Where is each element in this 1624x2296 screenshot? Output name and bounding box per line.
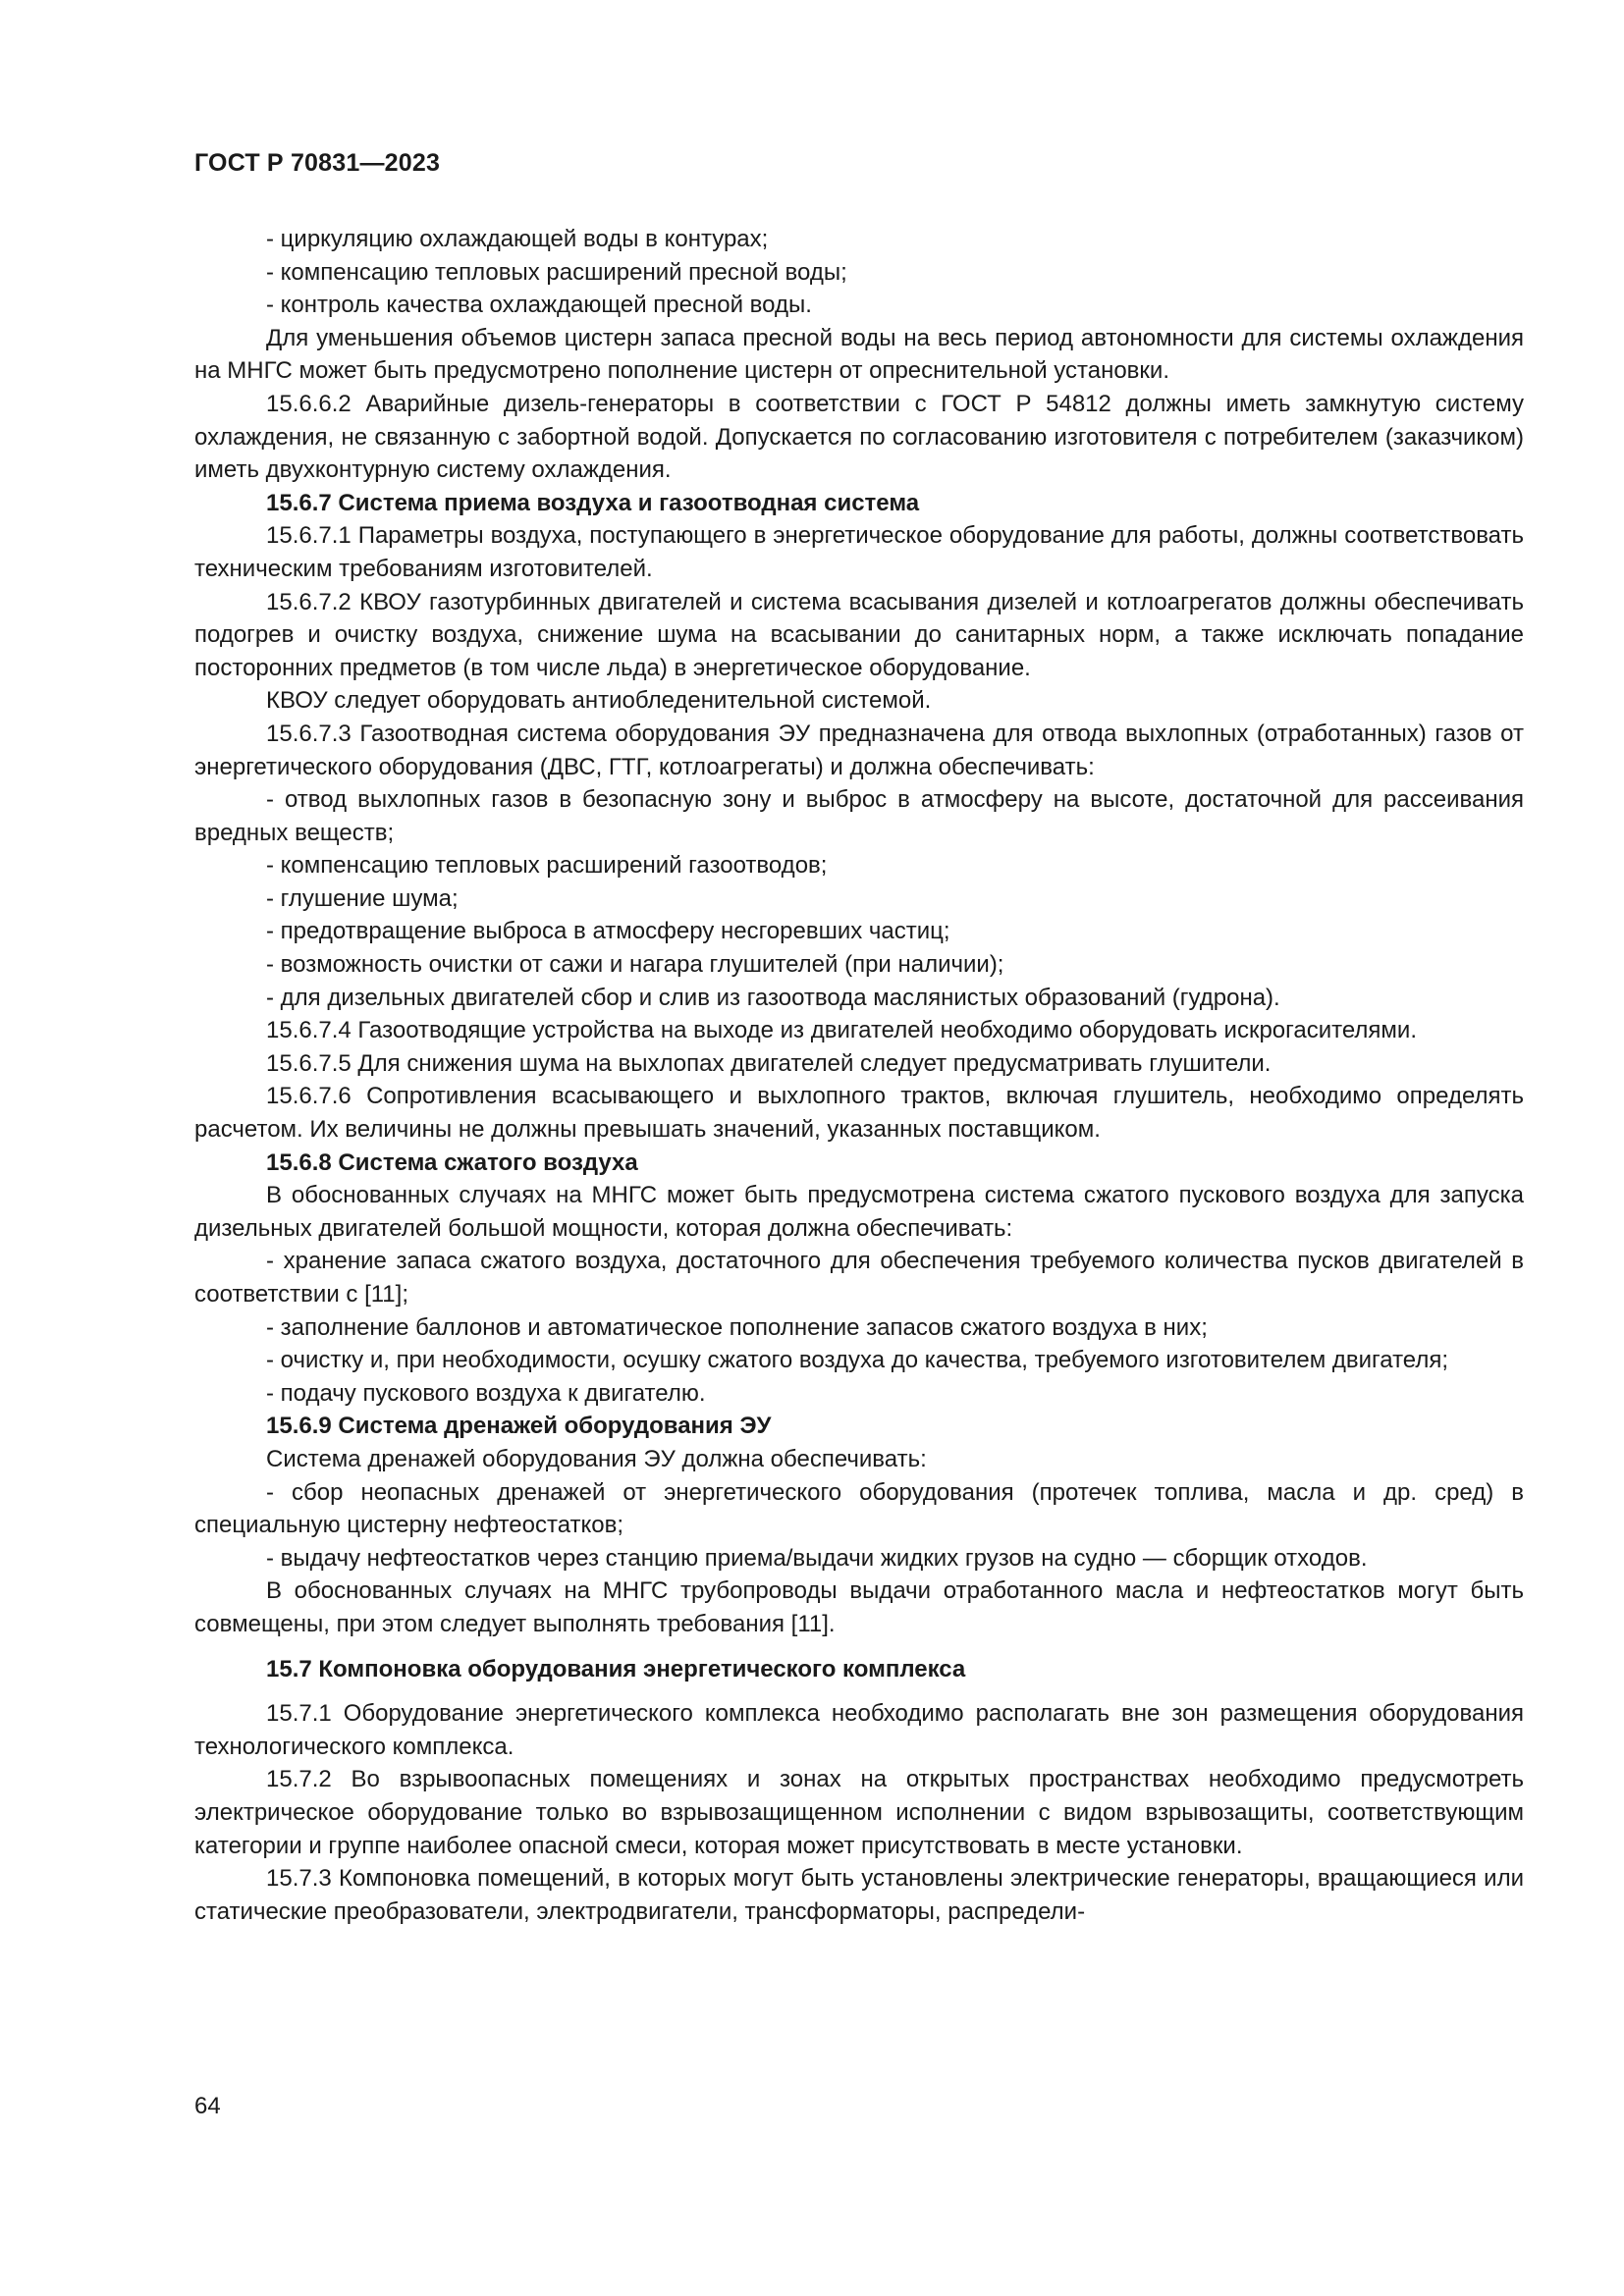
paragraph: 15.6.7.2 КВОУ газотурбинных двигателей и система всасывания дизелей и котлоагрегатов должны обеспечивать подогрев и очистку воздуха, снижение шума на всасывании до санитарных норм, а также исключать попадание посторонних предметов (в том числе льда) в энергетическое оборудование. — [194, 588, 1524, 681]
paragraph: - глушение шума; — [266, 884, 459, 912]
paragraph: - отвод выхлопных газов в безопасную зону и выброс в атмосферу на высоте, достаточной для рассеивания вредных веществ; — [194, 786, 1524, 846]
subsection-heading: 15.6.9 Система дренажей оборудования ЭУ — [266, 1413, 772, 1440]
document-header: ГОСТ Р 70831—2023 — [194, 149, 441, 177]
paragraph: 15.7.2 Во взрывоопасных помещениях и зонах на открытых пространствах необходимо предусмотреть электрическое оборудование только во взрывозащищенном исполнении с видом взрывозащиты, соответствующим категории и группе наиболее опасной смеси, которая может присутствовать в месте установки. — [194, 1766, 1524, 1859]
paragraph: - подачу пускового воздуха к двигателю. — [266, 1379, 706, 1407]
paragraph: 15.6.6.2 Аварийные дизель-генераторы в соответствии с ГОСТ Р 54812 должны иметь замкнутую систему охлаждения, не связанную с забортной водой. Допускается по согласованию изготовителя с потребителем (заказчиком) иметь двухконтурную систему охлаждения. — [194, 390, 1524, 484]
page-number: 64 — [194, 2093, 221, 2119]
subsection-heading: 15.6.7 Система приема воздуха и газоотводная система — [266, 489, 920, 516]
paragraph: 15.6.7.6 Сопротивления всасывающего и выхлопного трактов, включая глушитель, необходимо определять расчетом. Их величины не должны превышать значений, указанных поставщиком. — [194, 1083, 1524, 1144]
paragraph: - заполнение баллонов и автоматическое пополнение запасов сжатого воздуха в них; — [266, 1313, 1208, 1341]
paragraph: 15.7.3 Компоновка помещений, в которых могут быть установлены электрические генераторы, вращающиеся или статические преобразователи, электродвигатели, трансформаторы, распредели- — [194, 1865, 1524, 1925]
paragraph: - возможность очистки от сажи и нагара глушителей (при наличии); — [266, 951, 1004, 979]
paragraph: - компенсацию тепловых расширений пресной воды; — [266, 258, 847, 286]
paragraph: 15.6.7.5 Для снижения шума на выхлопах двигателей следует предусматривать глушители. — [266, 1049, 1272, 1077]
paragraph: 15.6.7.4 Газоотводящие устройства на выходе из двигателей необходимо оборудовать искрогасителями. — [266, 1017, 1417, 1044]
paragraph: 15.6.7.1 Параметры воздуха, поступающего в энергетическое оборудование для работы, должны соответствовать техническим требованиям изготовителей. — [194, 522, 1524, 582]
paragraph: - компенсацию тепловых расширений газоотводов; — [266, 852, 828, 880]
paragraph: 15.7.1 Оборудование энергетического комплекса необходимо располагать вне зон размещения оборудования технологического комплекса. — [194, 1700, 1524, 1760]
section-heading: 15.7 Компоновка оборудования энергетического комплекса — [266, 1655, 966, 1682]
paragraph: В обоснованных случаях на МНГС трубопроводы выдачи отработанного масла и нефтеостатков могут быть совмещены, при этом следует выполнять требования [11]. — [194, 1577, 1524, 1637]
paragraph: - предотвращение выброса в атмосферу несгоревших частиц; — [266, 918, 950, 945]
paragraph: - хранение запаса сжатого воздуха, достаточного для обеспечения требуемого количества пусков двигателей в соответствии с [11]; — [194, 1248, 1524, 1308]
paragraph: В обоснованных случаях на МНГС может быть предусмотрена система сжатого пускового воздуха для запуска дизельных двигателей большой мощности, которая должна обеспечивать: — [194, 1182, 1524, 1242]
paragraph: - циркуляцию охлаждающей воды в контурах; — [266, 226, 769, 252]
paragraph: 15.6.7.3 Газоотводная система оборудования ЭУ предназначена для отвода выхлопных (отработанных) газов от энергетического оборудования (ДВС, ГТГ, котлоагрегаты) и должна обеспечивать: — [194, 720, 1524, 780]
paragraph: - для дизельных двигателей сбор и слив из газоотвода маслянистых образований (гудрона). — [266, 984, 1280, 1011]
subsection-heading: 15.6.8 Система сжатого воздуха — [266, 1148, 638, 1176]
paragraph: КВОУ следует оборудовать антиобледенительной системой. — [266, 687, 932, 715]
paragraph: - очистку и, при необходимости, осушку сжатого воздуха до качества, требуемого изготовителем двигателя; — [266, 1347, 1449, 1374]
paragraph: - контроль качества охлаждающей пресной воды. — [266, 292, 812, 319]
document-body — [194, 223, 1524, 1928]
paragraph: - выдачу нефтеостатков через станцию приема/выдачи жидких грузов на судно — сборщик отходов. — [266, 1544, 1368, 1572]
paragraph: Для уменьшения объемов цистерн запаса пресной воды на весь период автономности для системы охлаждения на МНГС может быть предусмотрено пополнение цистерн от опреснительной установки. — [194, 324, 1524, 385]
paragraph: - сбор неопасных дренажей от энергетического оборудования (протечек топлива, масла и др. сред) в специальную цистерну нефтеостатков; — [194, 1478, 1524, 1539]
paragraph: Система дренажей оборудования ЭУ должна обеспечивать: — [266, 1445, 927, 1472]
